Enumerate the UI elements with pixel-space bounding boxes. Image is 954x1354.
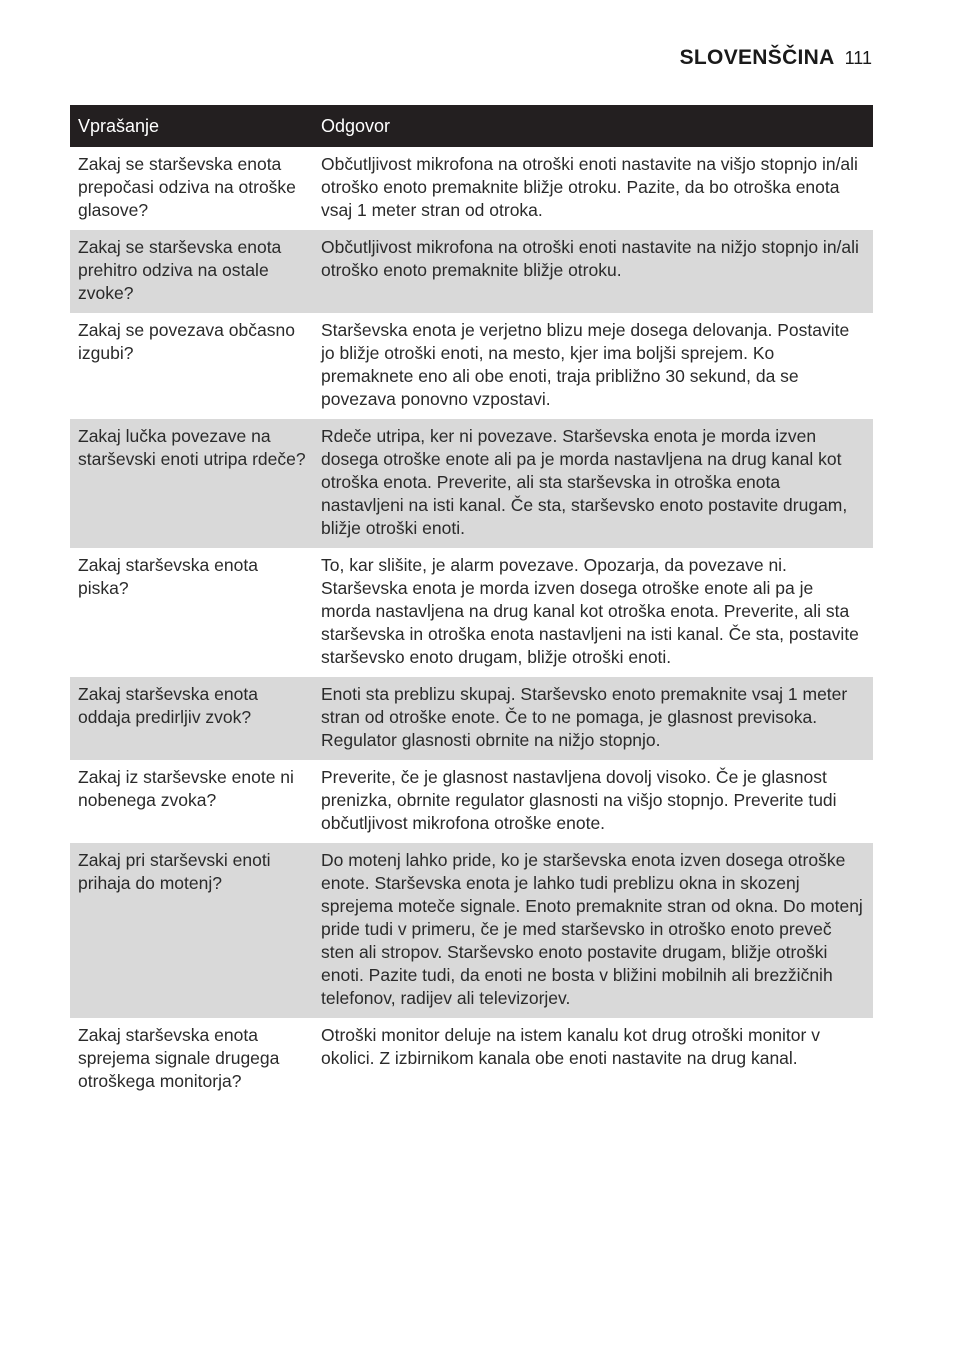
answer-cell: Enoti sta preblizu skupaj. Starševsko enoto premaknite vsaj 1 meter stran od otroške enote. Če to ne pomaga, je glasnost previsoka. Regulator glasnosti obrnite na nižjo stopnjo. bbox=[321, 684, 848, 750]
table-row bbox=[70, 548, 873, 677]
answer-cell: Starševska enota je verjetno blizu meje dosega delovanja. Postavite jo bližje otroški enoti, na mesto, kjer ima boljši sprejem. Ko premaknete eno ali obe enoti, traja približno 30 sekund, da se povezava ponovno vzpostavi. bbox=[321, 320, 850, 409]
section-title: SLOVENŠČINA bbox=[679, 46, 835, 69]
table-row bbox=[70, 843, 873, 1018]
table-row bbox=[70, 313, 873, 419]
column-header-answer: Odgovor bbox=[321, 115, 391, 136]
answer-cell: Preverite, če je glasnost nastavljena dovolj visoko. Če je glasnost prenizka, obrnite regulator glasnosti na višjo stopnjo. Preverite tudi občutljivost mikrofona otroške enote. bbox=[321, 767, 837, 833]
question-cell: Zakaj se povezava občasno izgubi? bbox=[78, 320, 295, 363]
answer-cell: Otroški monitor deluje na istem kanalu kot drug otroški monitor v okolici. Z izbirnikom kanala obe enoti nastavite na drug kanal. bbox=[321, 1025, 820, 1068]
question-cell: Zakaj lučka povezave na starševski enoti utripa rdeče? bbox=[78, 426, 306, 469]
table-header-row bbox=[70, 105, 873, 147]
answer-cell: Občutljivost mikrofona na otroški enoti nastavite na višjo stopnjo in/ali otroško enoto premaknite bližje otroku. Pazite, da bo otroška enota vsaj 1 meter stran od otroka. bbox=[321, 154, 858, 220]
answer-cell: Občutljivost mikrofona na otroški enoti nastavite na nižjo stopnjo in/ali otroško enoto premaknite bližje otroku. bbox=[321, 237, 859, 280]
question-cell: Zakaj iz starševske enote ni nobenega zvoka? bbox=[78, 767, 294, 810]
answer-cell: Do motenj lahko pride, ko je starševska enota izven dosega otroške enote. Starševska enota je lahko tudi preblizu okna in skozenj sprejema moteče signale. Enoto premaknite stran od okna. Do motenj pride tudi v primeru, če je med starševsko in otroško enoto preveč sten ali stropov. Starševsko enoto postavite drugam, bližje otroški enoti. Pazite tudi, da enoti ne bosta v bližini mobilnih ali brezžičnih telefonov, radijev ali televizorjev. bbox=[321, 850, 863, 1008]
question-cell: Zakaj starševska enota oddaja predirljiv zvok? bbox=[78, 684, 258, 727]
question-cell: Zakaj starševska enota sprejema signale drugega otroškega monitorja? bbox=[78, 1025, 280, 1091]
table-row bbox=[70, 230, 873, 313]
question-cell: Zakaj se starševska enota prehitro odziva na ostale zvoke? bbox=[78, 237, 282, 303]
table-row bbox=[70, 677, 873, 760]
table-row bbox=[70, 147, 873, 230]
table-row bbox=[70, 419, 873, 548]
column-header-question: Vprašanje bbox=[78, 115, 160, 136]
question-cell: Zakaj starševska enota piska? bbox=[78, 555, 258, 598]
page-number: 111 bbox=[844, 48, 872, 68]
page-header bbox=[680, 46, 872, 70]
question-cell: Zakaj pri starševski enoti prihaja do motenj? bbox=[78, 850, 271, 893]
table-row bbox=[70, 760, 873, 843]
question-cell: Zakaj se starševska enota prepočasi odziva na otroške glasove? bbox=[78, 154, 296, 220]
troubleshooting-table bbox=[70, 105, 873, 1101]
answer-cell: To, kar slišite, je alarm povezave. Opozarja, da povezave ni. Starševska enota je morda izven dosega otroške enote ali pa je morda nastavljena na drug kanal kot otroška enota. Preverite, ali sta starševska in otroška enota nastavljeni na isti kanal. Če sta, postavite starševsko enoto drugam, bližje otroški enoti. bbox=[321, 555, 859, 667]
table-row bbox=[70, 1018, 873, 1101]
answer-cell: Rdeče utripa, ker ni povezave. Starševska enota je morda izven dosega otroške enote ali pa je morda nastavljena na drug kanal kot otroška enota. Preverite, ali sta starševska in otroška enota nastavljeni na isti kanal. Če sta, starševsko enoto postavite drugam, bližje otroški enoti. bbox=[321, 426, 848, 538]
